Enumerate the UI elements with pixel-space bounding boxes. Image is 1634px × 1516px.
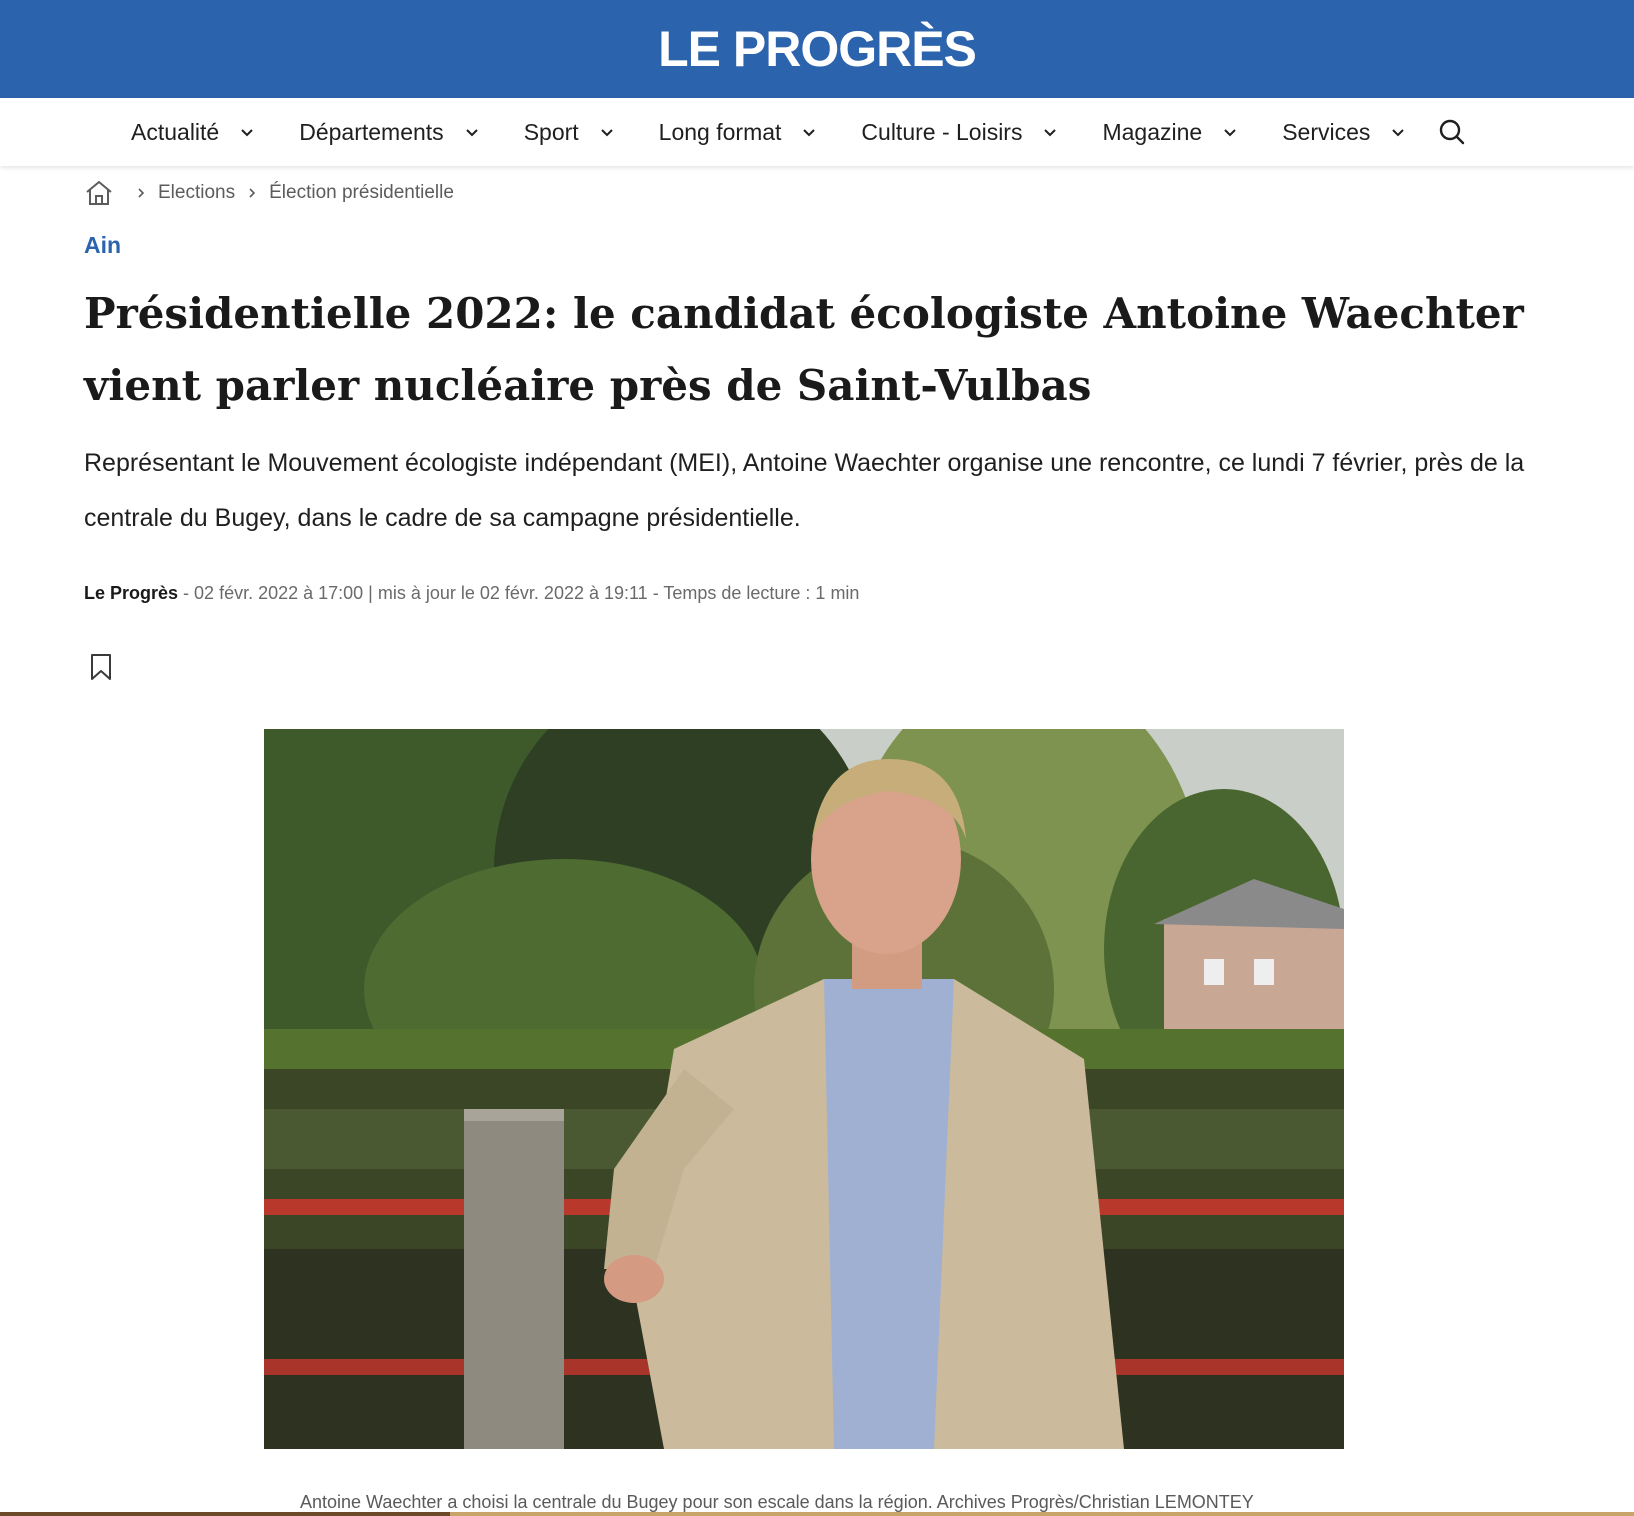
nav-item-sport[interactable]: [524, 119, 615, 146]
photo-illustration: [264, 729, 1344, 1449]
article-author[interactable]: Le Progrès: [84, 583, 179, 603]
nav-item-label: Long format: [658, 118, 782, 145]
nav-item-label: Sport: [523, 118, 579, 145]
nav-item-magazine[interactable]: [1102, 119, 1238, 146]
home-icon[interactable]: [84, 178, 114, 208]
breadcrumb-item-elections[interactable]: Elections: [158, 182, 236, 203]
nav-item-label: Départements: [299, 118, 444, 145]
brand-header: [0, 0, 1634, 98]
chevron-down-icon: [239, 124, 255, 140]
site-logo[interactable]: LE PROGRÈS: [658, 21, 976, 77]
nav-item-label: Actualité: [131, 118, 220, 145]
nav-item-long-format[interactable]: [659, 119, 818, 146]
nav-item-label: Magazine: [1102, 118, 1203, 145]
article-dates: - 02 févr. 2022 à 17:00 | mis à jour le 02 févr. 2022 à 19:11 - Temps de lecture : 1 min: [178, 583, 860, 603]
main-nav: [0, 98, 1634, 166]
chevron-down-icon: [1042, 124, 1058, 140]
nav-item-label: Culture - Loisirs: [861, 118, 1023, 145]
chevron-down-icon: [464, 124, 480, 140]
article-category[interactable]: Ain: [84, 232, 122, 258]
article-photo: [264, 729, 1344, 1449]
page-bottom-divider: [0, 1512, 1634, 1516]
chevron-down-icon: [1222, 124, 1238, 140]
photo-caption: Antoine Waechter a choisi la centrale du Bugey pour son escale dans la région. Archives Progrès/Christian LEMONTEY: [300, 1492, 1254, 1512]
nav-item-culture-loisirs[interactable]: [861, 119, 1058, 146]
breadcrumb: [84, 178, 454, 208]
chevron-down-icon: [801, 124, 817, 140]
nav-item-label: Services: [1282, 118, 1371, 145]
bookmark-icon[interactable]: [90, 653, 112, 681]
article-chapo: Représentant le Mouvement écologiste indépendant (MEI), Antoine Waechter organise une rencontre, ce lundi 7 février, près de la centrale du Bugey, dans le cadre de sa campagne présidentielle.: [84, 449, 1525, 532]
article-meta: [84, 583, 859, 604]
nav-item-services[interactable]: [1282, 119, 1406, 146]
chevron-right-icon: [136, 187, 146, 199]
nav-item-departements[interactable]: [299, 119, 479, 146]
chevron-down-icon: [1390, 124, 1406, 140]
search-icon[interactable]: [1438, 118, 1466, 146]
nav-item-actualite[interactable]: [131, 119, 255, 146]
chevron-down-icon: [599, 124, 615, 140]
article-headline: Présidentielle 2022: le candidat écologiste Antoine Waechter vient parler nucléaire près de Saint-Vulbas: [84, 289, 1524, 410]
breadcrumb-item-presidentielle[interactable]: Élection présidentielle: [269, 182, 454, 203]
chevron-right-icon: [247, 187, 257, 199]
